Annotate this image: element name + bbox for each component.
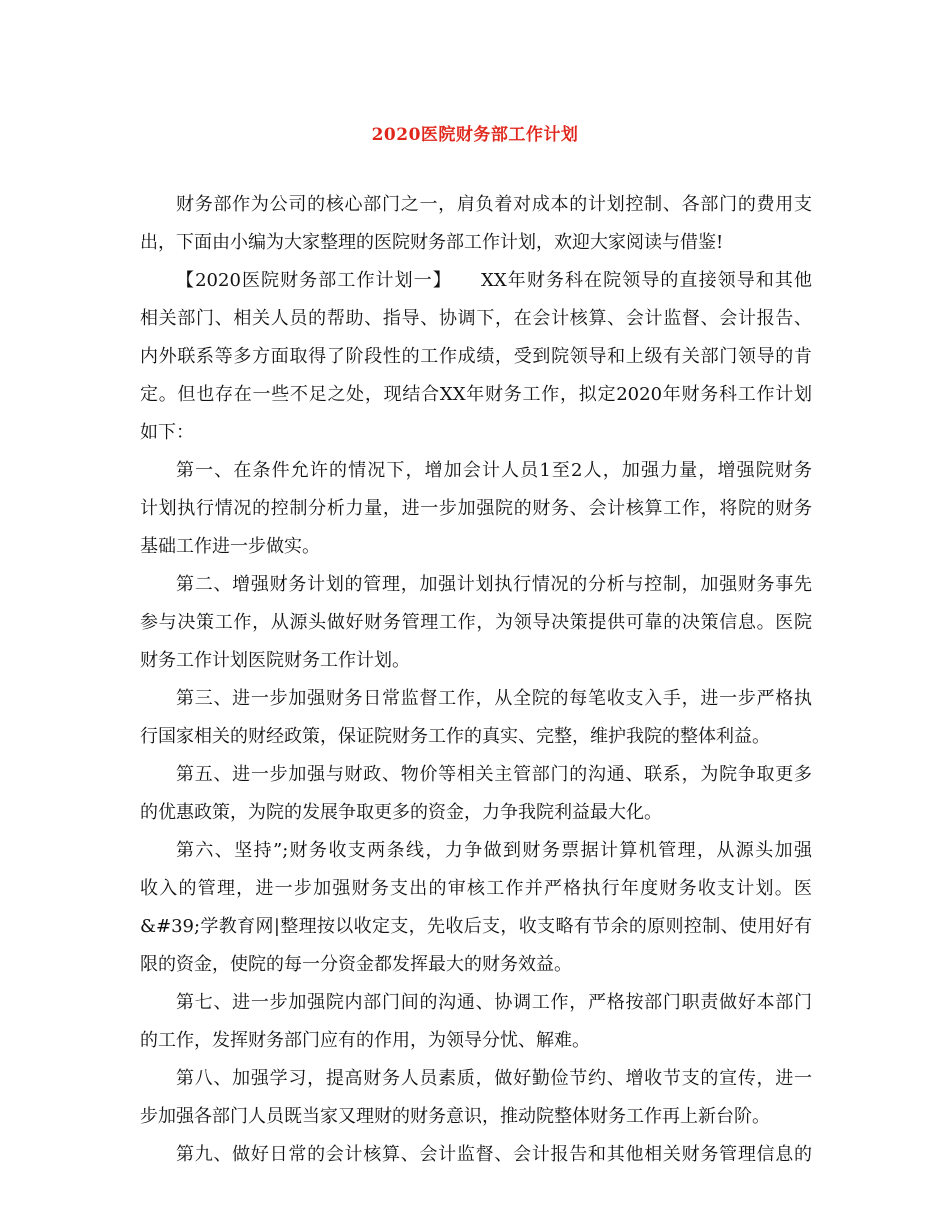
paragraph-line: 第二、增强财务计划的管理，加强计划执行情况的分析与控制，加强财务事先: [176, 574, 812, 595]
paragraph-line: 行国家相关的财经政策，保证院财务工作的真实、完整，维护我院的整体利益。: [140, 726, 770, 747]
document-body: [140, 186, 812, 1174]
paragraph-line: 第七、进一步加强院内部门间的沟通、协调工作，严格按部门职责做好本部门: [176, 992, 812, 1013]
paragraph-line: 的工作，发挥财务部门应有的作用，为领导分忧、解难。: [140, 1030, 590, 1051]
paragraph-line: 相关部门、相关人员的帮助、指导、协调下，在会计核算、会计监督、会计报告、: [140, 308, 812, 329]
paragraph-line: 出，下面由小编为大家整理的医院财务部工作计划，欢迎大家阅读与借鉴!: [140, 232, 724, 253]
paragraph-line: 计划执行情况的控制分析力量，进一步加强院的财务、会计核算工作，将院的财务: [140, 498, 812, 519]
paragraph-line: 第三、进一步加强财务日常监督工作，从全院的每笔收支入手，进一步严格执: [176, 688, 812, 709]
paragraph-line: 第六、坚持”;财务收支两条线，力争做到财务票据计算机管理，从源头加强: [176, 840, 812, 861]
paragraph-line: 第八、加强学习，提高财务人员素质，做好勤俭节约、增收节支的宣传，进一: [176, 1068, 812, 1089]
paragraph-line: 的优惠政策，为院的发展争取更多的资金，力争我院利益最大化。: [140, 802, 662, 823]
paragraph-line: 如下：: [140, 422, 194, 443]
paragraph-line: 定。但也存在一些不足之处，现结合XX年财务工作，拟定2020年财务科工作计划: [140, 384, 812, 405]
paragraph-line: 收入的管理，进一步加强财务支出的审核工作并严格执行年度财务收支计划。医: [140, 878, 812, 899]
paragraph-line: 参与决策工作，从源头做好财务管理工作，为领导决策提供可靠的决策信息。医院: [140, 612, 812, 633]
paragraph-line: &#39;学教育网|整理按以收定支，先收后支，收支略有节余的原则控制、使用好有: [140, 916, 812, 937]
paragraph-line: 限的资金，使院的每一分资金都发挥最大的财务效益。: [140, 954, 572, 975]
paragraph-line: 财务部作为公司的核心部门之一，肩负着对成本的计划控制、各部门的费用支: [176, 194, 812, 215]
paragraph-line: 第一、在条件允许的情况下，增加会计人员1至2人，加强力量，增强院财务: [176, 460, 812, 481]
document-title: 2020医院财务部工作计划: [371, 125, 579, 145]
paragraph-line: 财务工作计划医院财务工作计划。: [140, 650, 410, 671]
paragraph-line: 【2020医院财务部工作计划一】 XX年财务科在院领导的直接领导和其他: [176, 270, 812, 291]
paragraph-line: 第九、做好日常的会计核算、会计监督、会计报告和其他相关财务管理信息的: [176, 1144, 812, 1165]
paragraph-line: 基础工作进一步做实。: [140, 536, 320, 557]
paragraph-line: 步加强各部门人员既当家又理财的财务意识，推动院整体财务工作再上新台阶。: [140, 1106, 770, 1127]
paragraph-line: 内外联系等多方面取得了阶段性的工作成绩，受到院领导和上级有关部门领导的肯: [140, 346, 812, 367]
paragraph-line: 第五、进一步加强与财政、物价等相关主管部门的沟通、联系，为院争取更多: [176, 764, 812, 785]
